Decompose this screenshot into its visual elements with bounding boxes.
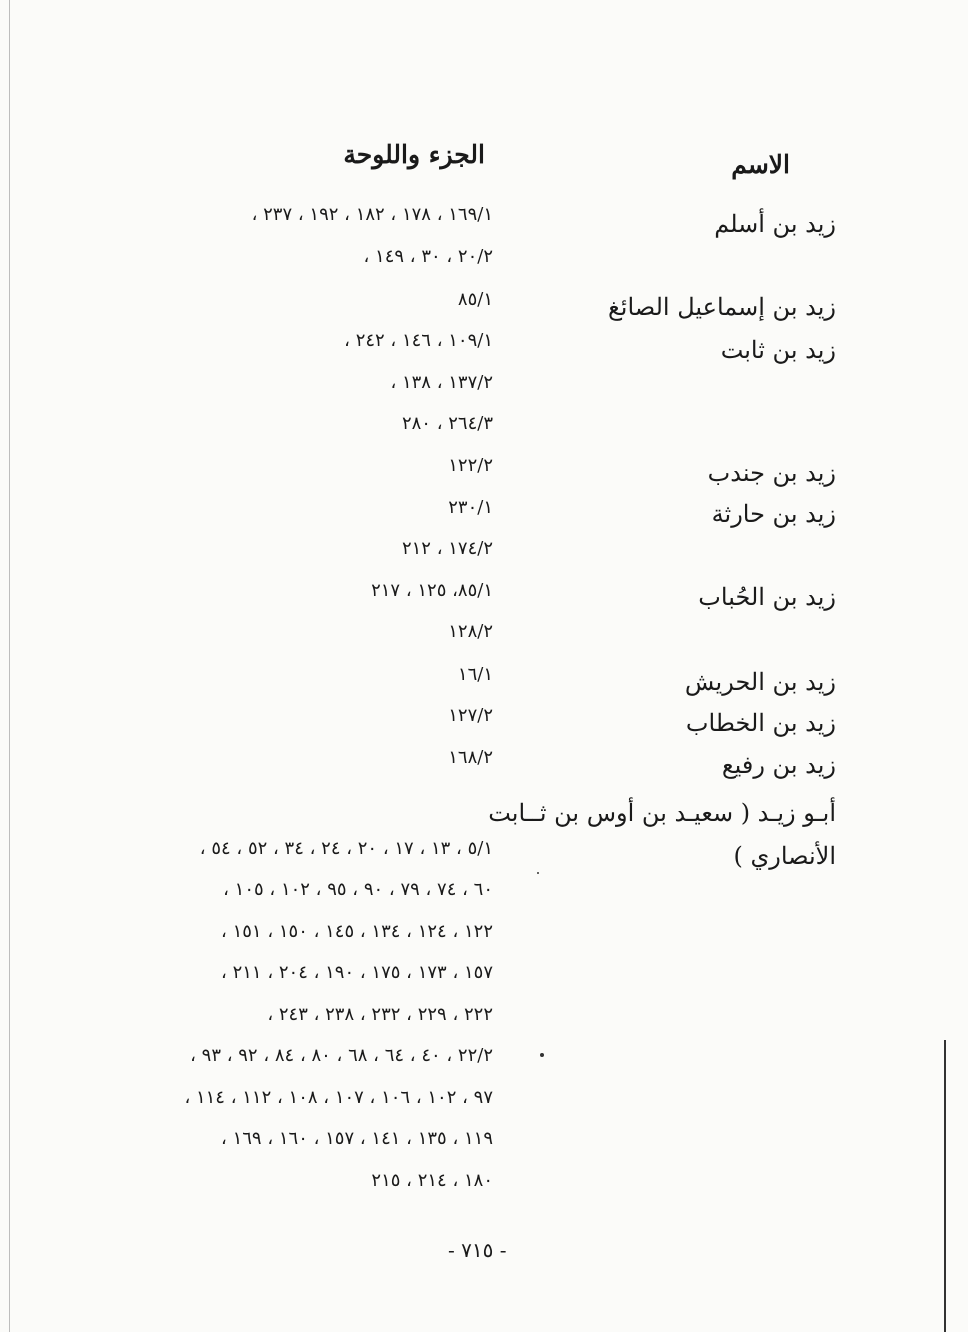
entry-ref: ٩٧ ، ١٠٢ ، ١٠٦ ، ١٠٧ ، ١٠٨ ، ١١٢ ، ١١٤ ،: [184, 1087, 493, 1108]
entry-ref: ١٦٨/٢: [448, 747, 493, 768]
entry-name: زيد بن إسماعيل الصائغ: [608, 293, 836, 321]
column-header-ref: الجزء واللوحة: [343, 140, 485, 169]
entry-ref: ١٠٩/١ ، ١٤٦ ، ٢٤٢ ،: [344, 330, 493, 351]
entry-ref: ٨٥/١: [457, 289, 493, 310]
entry-ref: ١٢٢ ، ١٢٤ ، ١٣٤ ، ١٤٥ ، ١٥٠ ، ١٥١ ،: [221, 921, 493, 942]
entry-name: زيد بن جندب: [707, 459, 836, 487]
column-header-name: الاسم: [731, 150, 790, 179]
entry-ref: ١٢٧/٢: [448, 705, 493, 726]
page-edge-left: [9, 0, 10, 1332]
entry-name: زيد بن الحريش: [684, 668, 836, 696]
entry-name: زيد بن حارثة: [711, 500, 836, 528]
entry-ref: ٨٥/١، ١٢٥ ، ٢١٧: [371, 580, 493, 601]
entry-ref: ٢٣٠/١: [448, 497, 493, 518]
entry-ref: ١٣٧/٢ ، ١٣٨ ،: [390, 372, 493, 393]
entry-ref: ١٥٧ ، ١٧٣ ، ١٧٥ ، ١٩٠ ، ٢٠٤ ، ٢١١ ،: [221, 962, 493, 983]
entry-ref: ١٦٩/١ ، ١٧٨ ، ١٨٢ ، ١٩٢ ، ٢٣٧ ،: [251, 204, 493, 225]
entry-ref: ١٧٤/٢ ، ٢١٢: [401, 538, 493, 559]
entry-name: زيد بن رفيع: [721, 751, 836, 779]
entry-ref: ١١٩ ، ١٣٥ ، ١٤١ ، ١٥٧ ، ١٦٠ ، ١٦٩ ،: [221, 1128, 493, 1149]
entry-ref: ٢٠/٢ ، ٣٠ ، ١٤٩ ،: [363, 246, 493, 267]
entry-ref: ٢٢/٢ ، ٤٠ ، ٦٤ ، ٦٨ ، ٨٠ ، ٨٤ ، ٩٢ ، ٩٣ ،: [190, 1045, 493, 1066]
entry-ref: ١٢٢/٢: [448, 455, 493, 476]
entry-ref: ١٢٨/٢: [448, 621, 493, 642]
page-edge-right: [944, 1040, 946, 1332]
page-number: - ٧١٥ -: [448, 1238, 507, 1262]
ink-dot: [537, 872, 539, 874]
entry-ref: ٦٠ ، ٧٤ ، ٧٩ ، ٩٠ ، ٩٥ ، ١٠٢ ، ١٠٥ ،: [223, 879, 493, 900]
entry-ref: ٢٢٢ ، ٢٢٩ ، ٢٣٢ ، ٢٣٨ ، ٢٤٣ ،: [267, 1004, 493, 1025]
entry-name: الأنصاري ): [733, 842, 836, 870]
entry-ref: ١٨٠ ، ٢١٤ ، ٢١٥: [371, 1170, 493, 1191]
entry-ref: ٥/١ ، ١٣ ، ١٧ ، ٢٠ ، ٢٤ ، ٣٤ ، ٥٢ ، ٥٤ ،: [199, 838, 493, 859]
entry-ref: ٢٦٤/٣ ، ٢٨٠: [401, 413, 493, 434]
entry-name: زيد بن أسلم: [714, 210, 836, 238]
ink-dot: [540, 1053, 544, 1057]
entry-name: زيد بن ثابت: [720, 336, 836, 364]
entry-ref: ١٦/١: [457, 664, 493, 685]
entry-name: زيد بن الخطاب: [685, 709, 836, 737]
entry-name: أبـو زيـد ( سعيـد بن أوس بن ثــابت: [488, 799, 836, 827]
entry-name: زيد بن الحُباب: [698, 583, 836, 611]
